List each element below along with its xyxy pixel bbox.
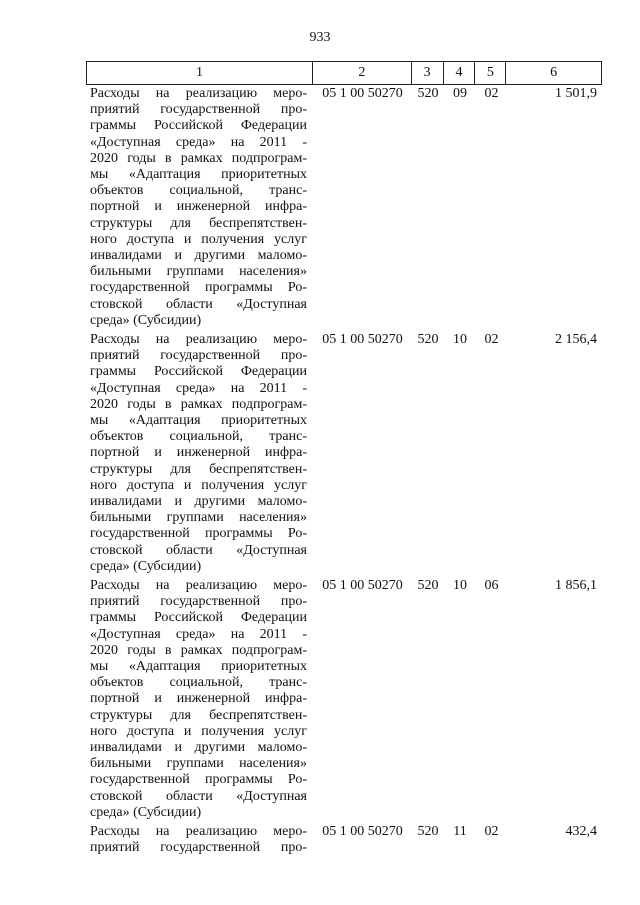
description-line: среда» (Субсидии) [90, 804, 202, 820]
description-line: приятий государственной про- [90, 840, 307, 856]
description-line: инвалидами и другими маломо- [90, 740, 307, 756]
description-line: Расходы на реализацию меро- [90, 824, 307, 839]
description-line: портной и инженерной инфра- [90, 445, 307, 461]
description-line: граммы Российской Федерации [90, 118, 307, 134]
description-line: стовской области «Доступная [90, 296, 307, 312]
row-amount: 1 856,1 [555, 578, 597, 593]
row-col3: 520 [417, 824, 439, 839]
description-line: портной и инженерной инфра- [90, 199, 307, 215]
row-amount: 432,4 [565, 824, 597, 839]
row-amount: 2 156,4 [555, 332, 597, 347]
table-row [86, 86, 602, 332]
description-line: Расходы на реализацию меро- [90, 578, 307, 593]
row-col4: 10 [453, 578, 467, 593]
header-cell-4: 4 [444, 62, 476, 84]
description-line: ного доступа и получения услуг [90, 723, 307, 739]
description-line: среда» (Субсидии) [90, 312, 202, 328]
description-line: граммы Российской Федерации [90, 610, 307, 626]
header-cell-5: 5 [475, 62, 506, 84]
row-code: 05 1 00 50270 [322, 332, 403, 347]
description-line: среда» (Субсидии) [90, 558, 202, 574]
description-line: Расходы на реализацию меро- [90, 332, 307, 347]
description-line: ного доступа и получения услуг [90, 231, 307, 247]
header-cell-2: 2 [313, 62, 412, 84]
budget-table [86, 61, 602, 864]
description-line: мы «Адаптация приоритетных [90, 167, 307, 183]
row-code: 05 1 00 50270 [322, 86, 403, 101]
description-line: Расходы на реализацию меро- [90, 86, 307, 101]
row-col4: 09 [453, 86, 467, 101]
description-line: портной и инженерной инфра- [90, 691, 307, 707]
description-line: приятий государственной про- [90, 348, 307, 364]
description-line: мы «Адаптация приоритетных [90, 659, 307, 675]
row-col3: 520 [417, 332, 439, 347]
description-line: государственной программы Ро- [90, 772, 307, 788]
description-line: ного доступа и получения услуг [90, 477, 307, 493]
row-col5: 02 [484, 824, 499, 839]
table-row [86, 332, 602, 578]
description-line: 2020 годы в рамках подпрограм- [90, 642, 307, 658]
description-line: объектов социальной, транс- [90, 183, 307, 199]
description-line: государственной программы Ро- [90, 526, 307, 542]
row-col5: 02 [484, 86, 499, 101]
description-line: государственной программы Ро- [90, 280, 307, 296]
description-line: бильными группами населения» [90, 510, 307, 526]
row-col3: 520 [417, 578, 439, 593]
description-line: объектов социальной, транс- [90, 675, 307, 691]
row-description [86, 86, 313, 332]
table-header-row [86, 61, 602, 85]
table-row [86, 578, 602, 824]
page-number: 933 [309, 30, 331, 45]
description-line: объектов социальной, транс- [90, 429, 307, 445]
description-line: «Доступная среда» на 2011 - [90, 380, 307, 396]
description-line: мы «Адаптация приоритетных [90, 413, 307, 429]
row-code: 05 1 00 50270 [322, 824, 403, 839]
description-line: бильными группами населения» [90, 264, 307, 280]
row-col4: 10 [453, 332, 467, 347]
row-amount: 1 501,9 [555, 86, 597, 101]
row-description [86, 332, 313, 578]
description-line: структуры для беспрепятствен- [90, 215, 307, 231]
description-line: стовской области «Доступная [90, 542, 307, 558]
description-line: стовской области «Доступная [90, 788, 307, 804]
row-description [86, 578, 313, 824]
description-line: 2020 годы в рамках подпрограм- [90, 396, 307, 412]
header-cell-3: 3 [412, 62, 444, 84]
header-cell-6: 6 [550, 65, 558, 80]
description-line: «Доступная среда» на 2011 - [90, 134, 307, 150]
description-line: «Доступная среда» на 2011 - [90, 626, 307, 642]
description-line: граммы Российской Федерации [90, 364, 307, 380]
row-col5: 06 [484, 578, 499, 593]
description-line: бильными группами населения» [90, 756, 307, 772]
row-col4: 11 [453, 824, 467, 839]
header-cell-1: 1 [87, 62, 313, 84]
description-line: 2020 годы в рамках подпрограм- [90, 150, 307, 166]
description-line: приятий государственной про- [90, 102, 307, 118]
row-col5: 02 [484, 332, 499, 347]
row-code: 05 1 00 50270 [322, 578, 403, 593]
table-row [86, 824, 602, 864]
description-line: структуры для беспрепятствен- [90, 707, 307, 723]
row-description [86, 824, 313, 864]
description-line: инвалидами и другими маломо- [90, 248, 307, 264]
description-line: структуры для беспрепятствен- [90, 461, 307, 477]
description-line: инвалидами и другими маломо- [90, 494, 307, 510]
row-col3: 520 [417, 86, 439, 101]
table-body [86, 86, 602, 864]
description-line: приятий государственной про- [90, 594, 307, 610]
